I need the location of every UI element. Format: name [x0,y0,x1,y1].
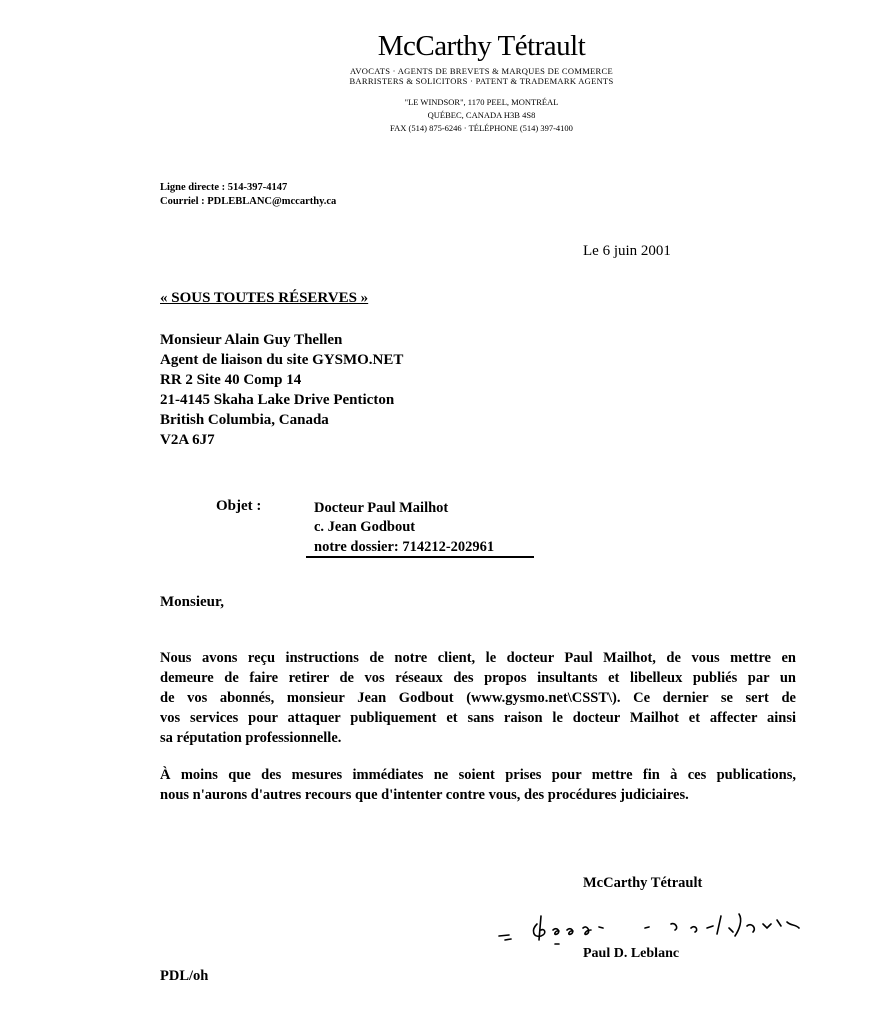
paragraph-line: Nous avons reçu instructions de notre client, le docteur Paul Mailhot, de vous mettre en [160,650,796,666]
salutation: Monsieur, [160,594,225,610]
body-paragraph [160,648,796,748]
email-address: Courriel : PDLEBLANC@mccarthy.ca [160,196,337,207]
paragraph-line: vos services pour attaquer publiquement et sans raison le docteur Mailhot et affecter ainsi [160,710,796,726]
signer-name: Paul D. Leblanc [583,946,680,961]
paragraph-line: À moins que des mesures immédiates ne soient prises pour mettre fin à ces publications, [160,767,796,783]
closing-firm-name: McCarthy Tétrault [583,875,703,891]
letterhead-phone-fax: FAX (514) 875-6246 · TÉLÉPHONE (514) 397-4100 [390,123,573,133]
direct-line: Ligne directe : 514-397-4147 [160,182,288,193]
object-line: Docteur Paul Mailhot [314,500,449,516]
reference-initials: PDL/oh [160,968,209,984]
object-file-number: notre dossier: 714212-202961 [314,539,495,555]
letterhead-address-line: "LE WINDSOR", 1170 PEEL, MONTRÉAL [404,97,559,107]
letter-date: Le 6 juin 2001 [583,243,671,259]
paragraph-line: sa réputation professionnelle. [160,730,342,746]
recipient-address-line: Monsieur Alain Guy Thellen [160,332,343,348]
letterhead-tagline-fr: AVOCATS · AGENTS DE BREVETS & MARQUES DE COMMERCE [350,66,613,76]
recipient-address-line: V2A 6J7 [160,432,215,448]
recipient-address-line: Agent de liaison du site GYSMO.NET [160,352,404,368]
reserve-heading: « SOUS TOUTES RÉSERVES » [160,290,369,306]
letterhead-tagline-en: BARRISTERS & SOLICITORS · PATENT & TRADEMARK AGENTS [349,76,614,86]
object-underline [306,556,534,558]
paragraph-line: de vos abonnés, monsieur Jean Godbout (www.gysmo.net\CSST\). Ce dernier se sert de [160,690,796,706]
recipient-address-line: British Columbia, Canada [160,412,329,428]
letterhead-address-line: QUÉBEC, CANADA H3B 4S8 [427,110,536,120]
handwritten-signature [495,906,805,946]
paragraph-line: nous n'aurons d'autres recours que d'intenter contre vous, des procédures judiciaires. [160,787,689,803]
recipient-address-line: RR 2 Site 40 Comp 14 [160,372,302,388]
body-paragraph [160,765,796,805]
paragraph-line: demeure de faire retirer de vos réseaux des propos insultants et libelleux publiés par un [160,670,796,686]
recipient-address-line: 21-4145 Skaha Lake Drive Penticton [160,392,395,408]
letterhead-firm-name: McCarthy Tétrault [377,30,586,62]
object-label: Objet : [216,498,262,514]
object-line: c. Jean Godbout [314,519,416,535]
